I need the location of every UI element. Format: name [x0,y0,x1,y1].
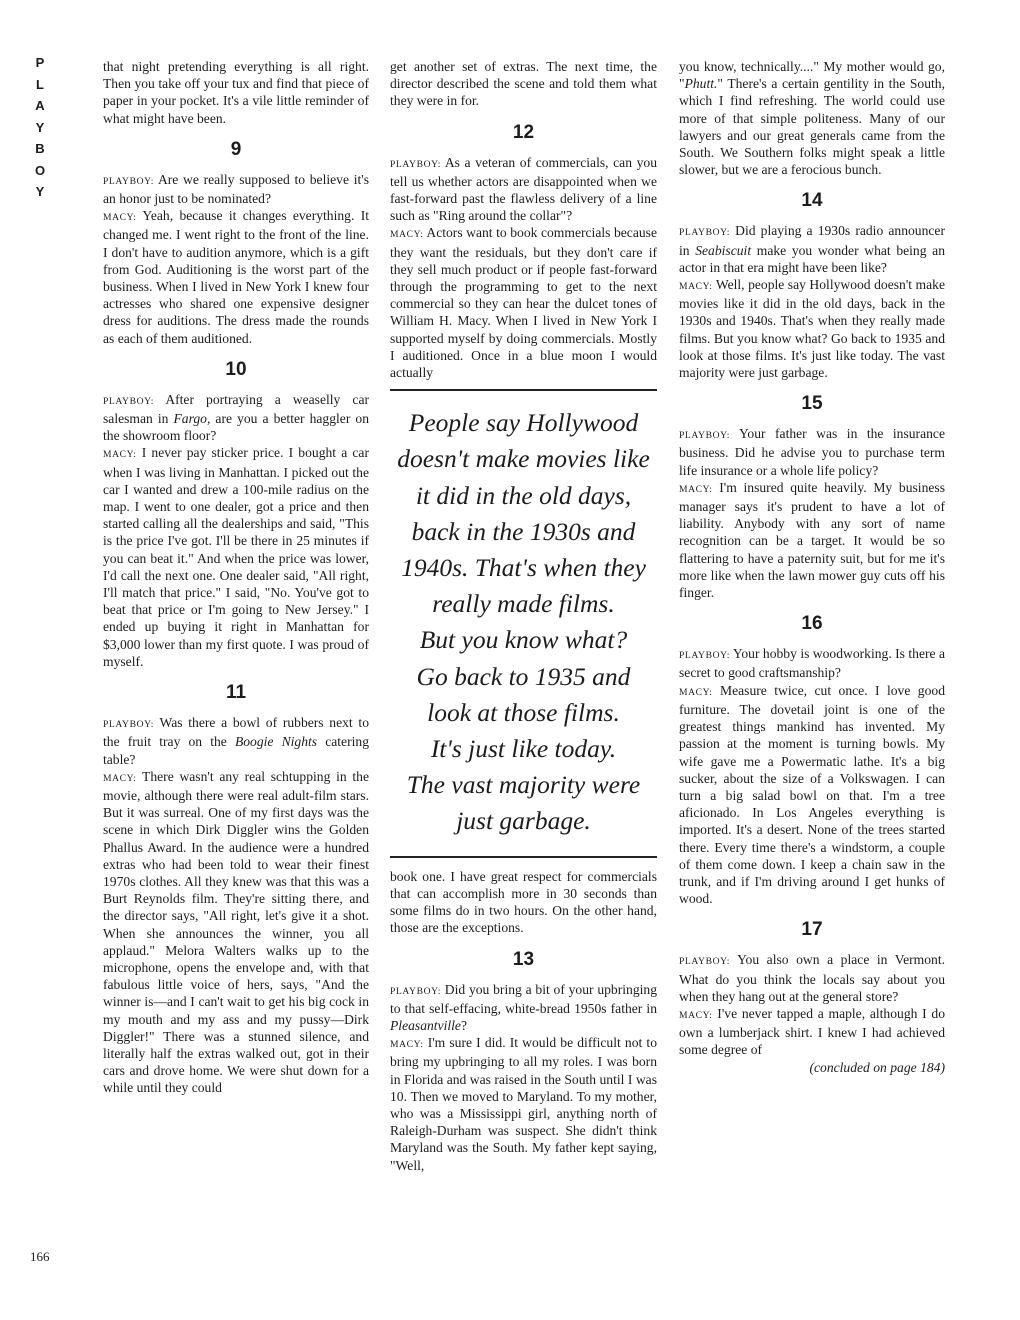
question-text: Did you bring a bit of your upbringing to that self-effacing, white-bread 1950s father in [390,981,657,1016]
column-1 [103,58,369,1097]
question-text: catering table? [103,734,369,767]
question-text: Did playing a 1930s radio announcer in [679,223,945,258]
speaker-label: MACY: [390,229,424,241]
pull-quote-line: really made films. [432,589,615,619]
masthead-letter: P [35,55,45,70]
answer-text: There wasn't any real schtupping in the movie, although there were real adult-film stars. But it was surreal. One of my first days was the scene in which Dirk Diggler wins the Golden Phallus Award. In the audience were a hundred extras who had been told to wear their finest 1970s clothes. All they knew was that this was a Burt Reynolds film. They're sitting there, and the director says, "All right, let's give it a shot. When she announces the winner, you all applaud." Melora Walters walks up to the microphone, opens the envelope and, with that fabulous little voice of hers, says, "And the winner is—and I can't wait to get his big cock in my mouth and my ass and my pussy—Dirk Diggler!" There was a stunned silence, and literally half the extras walked out, got in their cars and drove home. We were shut down for a while until they could [103,768,369,1096]
speaker-label: MACY: [679,1009,713,1021]
column-3 [679,58,945,1076]
masthead-letter: Y [35,119,45,135]
speaker-label: MACY: [679,483,713,495]
answer [679,479,945,601]
speaker-label: MACY: [103,449,137,461]
answer [679,276,945,381]
speaker-label: MACY: [390,1039,424,1051]
answer-text: Yeah, because it changes everything. It changed me. I went right to the front of the line. I don't have to audition anymore, which is a gift from God. Auditioning is the worst part of the business. When I lived in New York I knew four actresses who shared one expensive designer dress for auditions. The dress made the rounds as each of them auditioned. [103,208,369,346]
answer-text: I'm sure I did. It would be difficult not to bring my upbringing to all my roles. I was born in Florida and was raised in the South until I was 10. Then we moved to Maryland. To my mother, who was a Mississippi girl, anything north of Raleigh-Durham was suspect. She didn't think Maryland was the South. My father kept saying, "Well, [390,1035,657,1173]
question-number: 12 [512,121,535,143]
film-title: Fargo [173,411,207,427]
question-text: As a veteran of commercials, can you tell us whether actors are disappointed when we fast-forward past the flawless delivery of a line such as "Ring around the collar"? [390,154,657,224]
speaker-label: PLAYBOY: [103,175,155,187]
quoted-word: Phutt. [684,76,718,92]
masthead-vertical [30,52,50,203]
answer [390,1034,657,1174]
film-title: Seabiscuit [695,242,752,258]
answer-text: I'm insured quite heavily. My business manager says it's prudent to have a lot of liability. Anybody with any sort of name recognition can be a target. It would be so flattering to have a paternity suit, but for me it's more like when the lawn mower guy cuts off his finger. [679,479,945,601]
paragraph: book one. I have great respect for commercials that can accomplish more in 30 seconds than some films do in two hours. On the other hand, those are the exceptions. [390,868,657,936]
pull-quote-line: look at those films. [427,697,620,727]
question-number: 9 [230,138,242,160]
question [390,154,657,225]
question-text: Your hobby is woodworking. Is there a secret to good craftsmanship? [679,646,945,681]
question-text: You also own a place in Vermont. What do you think the locals say about you when they hang out at the general store? [679,952,945,1004]
pull-quote-line: The vast majority were [406,770,641,800]
masthead-letter: O [34,162,46,178]
pull-quote-line: 1940s. That's when they [401,553,646,583]
question-text: Your father was in the insurance business. Did he advise you to purchase term life insurance or a whole life policy? [679,426,945,478]
answer [103,444,369,670]
question-text: ? [460,1017,468,1033]
speaker-label: PLAYBOY: [679,227,731,239]
masthead-letter: A [35,98,45,113]
pull-quote-line: But you know what? [419,625,628,655]
question [390,981,657,1035]
pull-quote-line: It's just like today. [430,734,617,764]
question-number: 16 [801,613,823,635]
question-text: After portraying a weaselly car salesman in [103,391,369,427]
speaker-label: PLAYBOY: [679,650,731,662]
question-text: make you wonder what being an actor in that era might have been like? [679,242,945,275]
question [679,951,945,1005]
speaker-label: PLAYBOY: [679,956,731,968]
speaker-label: PLAYBOY: [390,158,442,170]
question [679,645,945,681]
speaker-label: PLAYBOY: [103,395,155,407]
question-text: , are you a better haggler on the showroom floor? [103,411,369,444]
speaker-label: MACY: [103,212,137,224]
answer [679,682,945,908]
question-text: Was there a bowl of rubbers next to the fruit tray on the [103,715,369,750]
question [679,222,945,276]
answer [103,768,369,1097]
paragraph [679,58,945,178]
question-number: 11 [225,682,247,704]
answer [390,224,657,381]
speaker-label: PLAYBOY: [679,430,731,442]
masthead-letter: L [36,76,44,92]
answer-text: I've never tapped a maple, although I do own a lumberjack shirt. I knew I had achieved some degree of [679,1005,945,1058]
paragraph: that night pretending everything is all right. Then you take off your tux and find that piece of paper in your pocket. It's a vile little reminder of what might have been. [103,59,369,126]
pull-quote-line: just garbage. [456,806,591,836]
paragraph-text: " There's a certain gentility in the South, which I find refreshing. The world could use more of that simple politeness. Many of our lawyers and our great generals came from the South. We Southern folks might speak a little slower, but we are a ferocious bunch. [679,76,945,178]
question [103,391,369,445]
question-number: 10 [225,358,247,380]
film-title: Pleasantville [390,1017,461,1033]
question [103,714,369,768]
answer-text: Actors want to book commercials because they want the residuals, but they don't care if they sell much product or if people fast-forward through the programming to get to the next commercial so they can hear the dulcet tones of William H. Macy. When I lived in New York I supported myself by doing commercials. Mostly I auditioned. Once in a blue moon I would actually [390,225,657,381]
paragraph-text: you know, technically...." My mother would go, " [679,59,945,92]
pull-quote-line: Go back to 1935 and [416,661,631,691]
film-title: Boogie Nights [234,734,318,750]
answer-text: Well, people say Hollywood doesn't make movies like it did in the old days, back in the 1930s and 1940s. That's when they really made films. But you know what? Go back to 1935 and look at those films. It's just like today. The vast majority were just garbage. [679,277,945,381]
pull-quote-line: People say Hollywood [408,408,639,438]
pull-quote [390,389,657,857]
answer-text: Measure twice, cut once. I love good furniture. The dovetail joint is one of the greatest things mankind has invented. My passion at the moment is turning bowls. My wife gave me a Powermatic lathe. It's a big sucker, about the size of a Volkswagen. I can turn a big salad bowl on that. I'm a tree aficionado. In Los Angeles everything is imported. It's a desert. None of the trees started there. Every time there's a windstorm, a couple of them come down. I keep a chain saw in the trunk, and if I'm driving around I get hunks of wood. [679,682,945,907]
question-number: 17 [801,919,823,941]
masthead-letter: Y [35,184,45,199]
question [103,171,369,207]
answer [103,207,369,347]
question-number: 14 [801,190,823,212]
paragraph: get another set of extras. The next time, the director described the scene and told them what they were in for. [390,59,657,109]
masthead-letter: B [35,141,45,156]
pull-quote-line: back in the 1930s and [411,516,636,546]
page-number: 166 [30,1249,50,1264]
speaker-label: MACY: [679,686,713,698]
speaker-label: MACY: [679,281,713,293]
question-number: 15 [801,393,823,415]
speaker-label: MACY: [103,772,137,784]
speaker-label: PLAYBOY: [390,985,442,997]
column-2 [390,58,657,1174]
question [679,425,945,479]
question-number: 13 [512,948,535,970]
speaker-label: PLAYBOY: [103,719,155,731]
answer [679,1005,945,1059]
pull-quote-line: doesn't make movies like [397,444,650,474]
continuation-note: (concluded on page 184) [809,1059,945,1075]
pull-quote-line: it did in the old days, [415,480,632,510]
answer-text: I never pay sticker price. I bought a car when I was living in Manhattan. I picked out the car I wanted and drew a 100-mile radius on the map. I went to one dealer, got a price and then started calling all the dealerships and said, "This is the price I've got. I'll be there in 25 minutes if you can beat it." And when the price was lower, I'd call the next one. One dealer said, "All right, I'll match that price." I said, "No. You've got to beat that price or I'm going to New Jersey." I ended up buying it right in Manhattan for $3,000 lower than my first quote. I was proud of myself. [103,445,369,669]
question-text: Are we really supposed to believe it's an honor just to be nominated? [103,171,369,207]
